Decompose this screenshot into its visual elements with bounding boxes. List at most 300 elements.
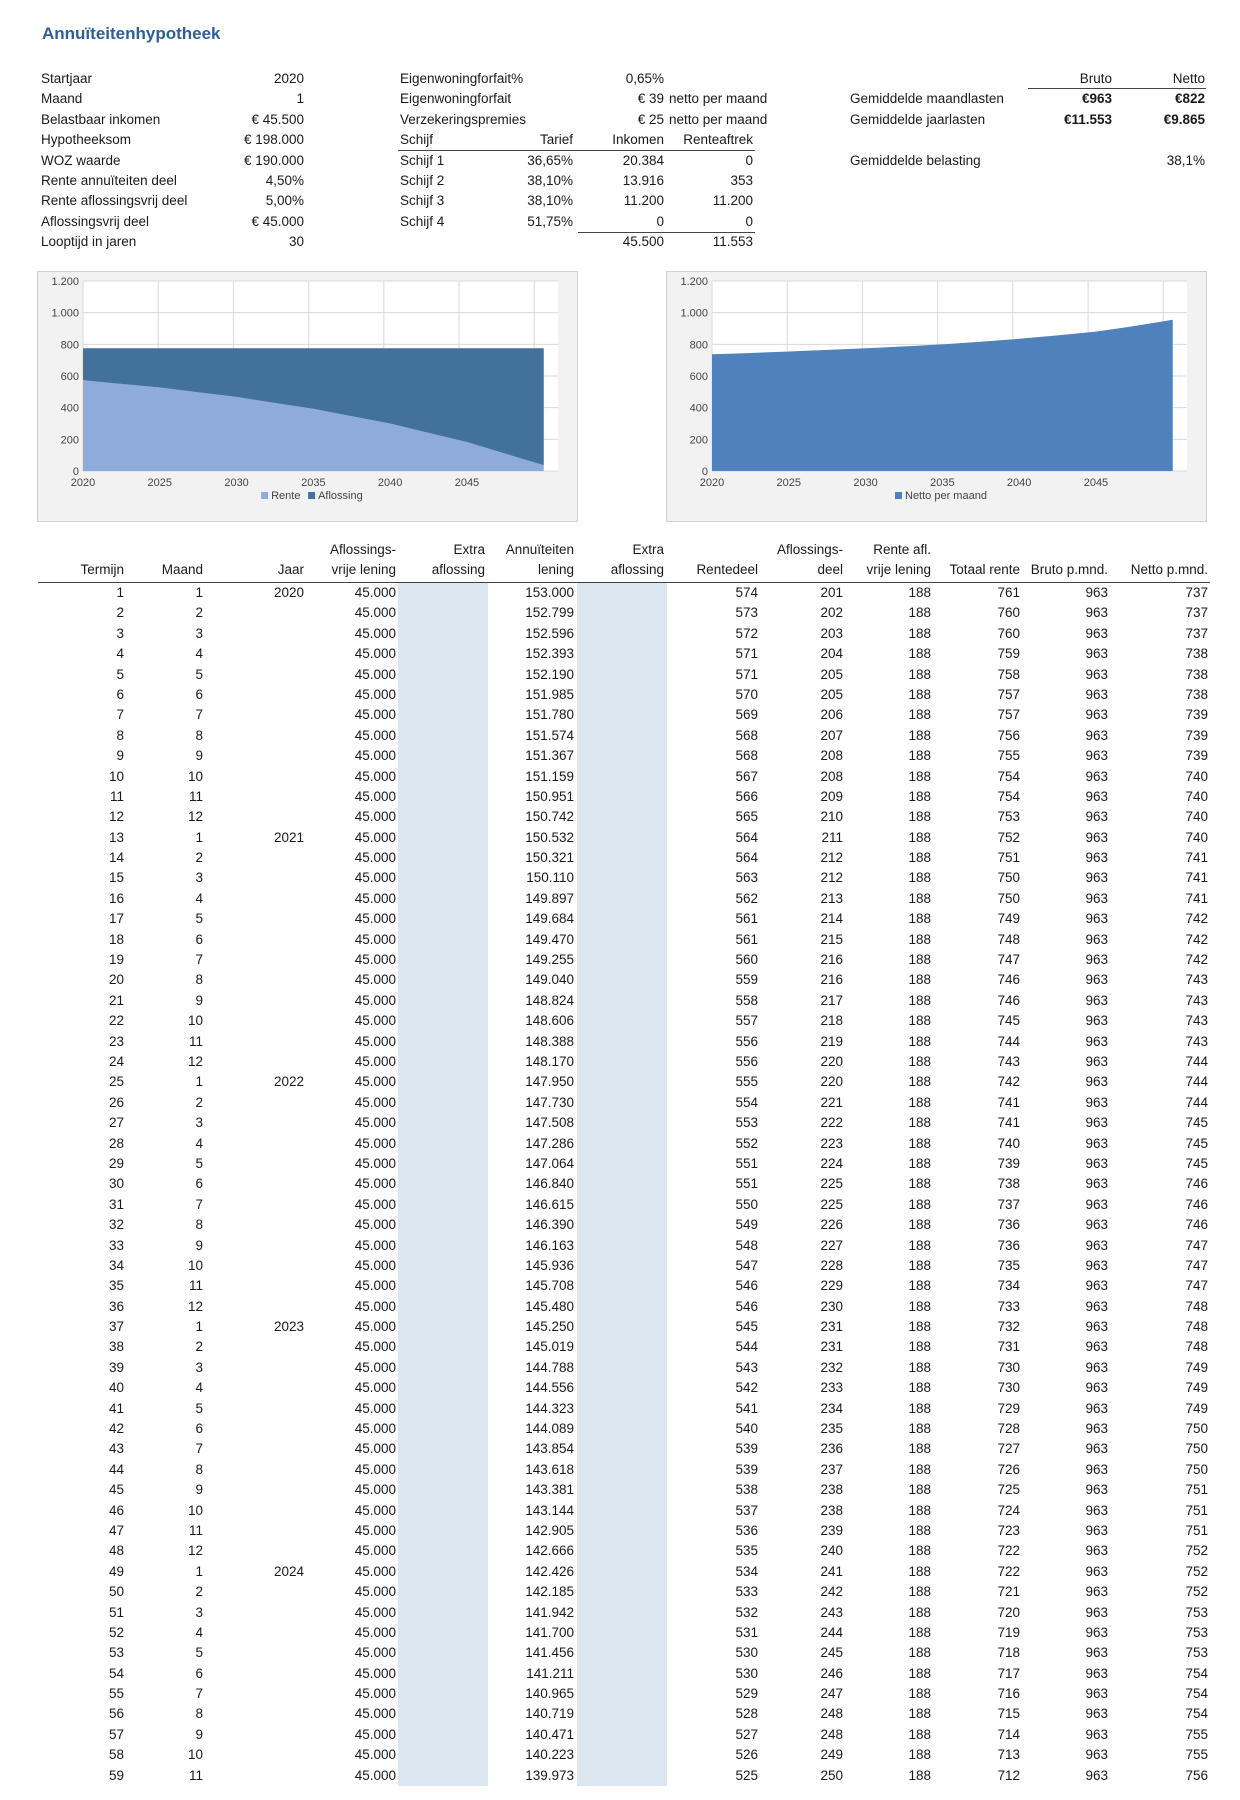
table-cell: 747 bbox=[1185, 1278, 1208, 1294]
table-cell: 45.000 bbox=[354, 911, 396, 927]
table-cell: 151.367 bbox=[525, 748, 574, 764]
table-cell: 188 bbox=[908, 1094, 931, 1110]
forfait-label: Eigenwoningforfait% bbox=[400, 71, 524, 86]
table-cell: 212 bbox=[820, 850, 843, 866]
table-cell: 45.000 bbox=[354, 605, 396, 621]
table-cell: 3 bbox=[116, 625, 124, 641]
table-cell: 566 bbox=[735, 788, 758, 804]
table-cell: 730 bbox=[997, 1359, 1020, 1375]
table-cell: 236 bbox=[820, 1441, 843, 1457]
table-cell: 45.000 bbox=[354, 768, 396, 784]
table-cell: 741 bbox=[1185, 870, 1208, 886]
table-cell: 963 bbox=[1085, 829, 1108, 845]
table-row bbox=[38, 1276, 1210, 1296]
table-cell: 751 bbox=[1185, 1502, 1208, 1518]
table-cell: 749 bbox=[1185, 1380, 1208, 1396]
table-cell: 48 bbox=[108, 1543, 124, 1559]
table-row bbox=[38, 1501, 1210, 1521]
table-cell: 150.110 bbox=[526, 870, 574, 886]
table-cell: 188 bbox=[908, 1074, 931, 1090]
summary-bruto-value: €963 bbox=[1081, 91, 1112, 107]
table-cell: 45.000 bbox=[354, 585, 396, 600]
table-cell: 750 bbox=[1185, 1441, 1208, 1457]
table-cell: 1 bbox=[195, 585, 203, 600]
table-row bbox=[38, 1521, 1210, 1541]
table-cell: 535 bbox=[735, 1543, 758, 1559]
table-cell: 141.942 bbox=[525, 1604, 574, 1620]
table-row bbox=[38, 726, 1210, 746]
table-cell: 963 bbox=[1085, 1400, 1108, 1416]
table-cell: 761 bbox=[997, 585, 1020, 600]
table-cell: 217 bbox=[820, 992, 843, 1008]
table-cell: 12 bbox=[187, 809, 203, 825]
table-cell: 963 bbox=[1085, 1502, 1108, 1518]
table-cell: 539 bbox=[735, 1441, 758, 1457]
table-cell: 734 bbox=[997, 1278, 1020, 1294]
table-cell: 963 bbox=[1085, 1319, 1108, 1335]
table-cell: 732 bbox=[997, 1319, 1020, 1335]
table-cell: 963 bbox=[1085, 1563, 1108, 1579]
schijf-name: Schijf 4 bbox=[400, 213, 445, 229]
table-cell: 963 bbox=[1085, 1604, 1108, 1620]
table-cell: 45.000 bbox=[354, 1298, 396, 1314]
table-cell: 188 bbox=[908, 1584, 931, 1600]
table-cell: 747 bbox=[1185, 1257, 1208, 1273]
table-cell: 963 bbox=[1085, 748, 1108, 764]
table-cell: 744 bbox=[997, 1033, 1020, 1049]
table-cell: 743 bbox=[1185, 972, 1208, 988]
table-cell: 233 bbox=[820, 1380, 843, 1396]
table-cell: 717 bbox=[997, 1665, 1020, 1681]
table-cell: 569 bbox=[735, 707, 758, 723]
table-cell: 241 bbox=[820, 1563, 843, 1579]
table-row bbox=[38, 1541, 1210, 1561]
table-cell: 963 bbox=[1085, 646, 1108, 662]
table-cell: 1 bbox=[195, 1563, 203, 1579]
table-row bbox=[38, 1134, 1210, 1154]
forfait-value: € 39 bbox=[637, 91, 664, 107]
table-row bbox=[38, 950, 1210, 970]
table-cell: 188 bbox=[908, 829, 931, 845]
table-cell: 754 bbox=[997, 768, 1020, 784]
table-cell: 188 bbox=[908, 605, 931, 621]
table-cell: 1 bbox=[195, 1074, 203, 1090]
table-row bbox=[38, 1032, 1210, 1052]
table-cell: 188 bbox=[908, 1502, 931, 1518]
column-header: Bruto p.mnd. bbox=[1030, 562, 1108, 577]
table-cell: 737 bbox=[1185, 585, 1208, 600]
table-cell: 45.000 bbox=[354, 1237, 396, 1253]
table-cell: 546 bbox=[735, 1298, 758, 1314]
schijf-renteaftrek: 0 bbox=[745, 152, 753, 168]
table-cell: 553 bbox=[735, 1115, 758, 1131]
table-cell: 738 bbox=[1185, 686, 1208, 702]
table-cell: 240 bbox=[820, 1543, 843, 1559]
table-cell: 963 bbox=[1085, 1074, 1108, 1090]
table-cell: 2021 bbox=[273, 829, 304, 845]
table-row bbox=[38, 1623, 1210, 1643]
table-cell: 225 bbox=[820, 1176, 843, 1192]
table-cell: 188 bbox=[908, 748, 931, 764]
table-cell: 543 bbox=[735, 1359, 758, 1375]
table-cell: 142.185 bbox=[525, 1584, 574, 1600]
legend-label: Rente bbox=[271, 490, 301, 502]
table-cell: 740 bbox=[1185, 809, 1208, 825]
table-cell: 140.719 bbox=[525, 1706, 574, 1722]
table-cell: 45.000 bbox=[354, 1339, 396, 1355]
table-cell: 143.618 bbox=[525, 1461, 574, 1477]
y-tick-label: 1.200 bbox=[51, 276, 79, 288]
table-cell: 188 bbox=[908, 768, 931, 784]
table-row bbox=[38, 1378, 1210, 1398]
table-cell: 10 bbox=[187, 1257, 203, 1273]
input-label: Looptijd in jaren bbox=[41, 234, 137, 250]
table-cell: 4 bbox=[195, 1624, 203, 1640]
table-cell: 559 bbox=[735, 972, 758, 988]
table-cell: 219 bbox=[820, 1033, 843, 1049]
table-cell: 32 bbox=[108, 1217, 124, 1233]
table-cell: 718 bbox=[997, 1645, 1020, 1661]
input-label: Belastbaar inkomen bbox=[41, 111, 161, 127]
table-cell: 58 bbox=[108, 1747, 124, 1763]
summary-belasting-value: 38,1% bbox=[1166, 152, 1205, 168]
input-value: 2020 bbox=[273, 71, 304, 86]
table-row bbox=[38, 1439, 1210, 1459]
table-cell: 525 bbox=[735, 1767, 758, 1783]
forfait-value: 0,65% bbox=[625, 71, 664, 86]
table-cell: 963 bbox=[1085, 727, 1108, 743]
table-cell: 242 bbox=[820, 1584, 843, 1600]
table-cell: 188 bbox=[908, 1176, 931, 1192]
table-cell: 212 bbox=[820, 870, 843, 886]
table-cell: 6 bbox=[195, 1421, 203, 1437]
x-tick-label: 2040 bbox=[1006, 477, 1032, 489]
table-cell: 963 bbox=[1085, 870, 1108, 886]
table-cell: 150.532 bbox=[525, 829, 574, 845]
table-cell: 45.000 bbox=[354, 646, 396, 662]
table-cell: 547 bbox=[735, 1257, 758, 1273]
table-cell: 145.250 bbox=[525, 1319, 574, 1335]
table-cell: 963 bbox=[1085, 1135, 1108, 1151]
table-row bbox=[38, 1174, 1210, 1194]
table-cell: 740 bbox=[1185, 829, 1208, 845]
table-row bbox=[38, 1419, 1210, 1439]
table-cell: 963 bbox=[1085, 686, 1108, 702]
table-cell: 963 bbox=[1085, 585, 1108, 600]
table-cell: 724 bbox=[997, 1502, 1020, 1518]
table-cell: 753 bbox=[997, 809, 1020, 825]
table-cell: 220 bbox=[820, 1053, 843, 1069]
table-cell: 140.965 bbox=[525, 1686, 574, 1702]
table-cell: 755 bbox=[1185, 1726, 1208, 1742]
table-cell: 737 bbox=[1185, 625, 1208, 641]
table-row bbox=[38, 1093, 1210, 1113]
x-tick-label: 2030 bbox=[224, 477, 249, 489]
input-value: € 45.000 bbox=[251, 213, 304, 229]
table-cell: 45.000 bbox=[354, 625, 396, 641]
table-cell: 963 bbox=[1085, 1522, 1108, 1538]
table-cell: 45.000 bbox=[354, 1645, 396, 1661]
table-cell: 3 bbox=[195, 1604, 203, 1620]
table-cell: 152.393 bbox=[525, 646, 574, 662]
column-header-line1: Rente afl. bbox=[873, 542, 931, 557]
table-cell: 143.854 bbox=[525, 1441, 574, 1457]
table-row bbox=[38, 807, 1210, 827]
table-cell: 151.574 bbox=[525, 727, 574, 743]
x-tick-label: 2040 bbox=[377, 477, 403, 489]
table-cell: 45.000 bbox=[354, 1135, 396, 1151]
table-cell: 188 bbox=[908, 707, 931, 723]
table-cell: 143.381 bbox=[525, 1482, 574, 1498]
table-cell: 207 bbox=[820, 727, 843, 743]
table-cell: 963 bbox=[1085, 1686, 1108, 1702]
table-cell: 526 bbox=[735, 1747, 758, 1763]
table-cell: 528 bbox=[735, 1706, 758, 1722]
x-tick-label: 2045 bbox=[454, 477, 480, 489]
table-cell: 45.000 bbox=[354, 1094, 396, 1110]
table-cell: 188 bbox=[908, 1013, 931, 1029]
table-cell: 12 bbox=[187, 1053, 203, 1069]
table-cell: 45.000 bbox=[354, 1747, 396, 1763]
table-cell: 27 bbox=[108, 1115, 124, 1131]
table-cell: 45.000 bbox=[354, 1278, 396, 1294]
table-cell: 563 bbox=[735, 870, 758, 886]
table-cell: 963 bbox=[1085, 1767, 1108, 1783]
table-cell: 39 bbox=[108, 1359, 124, 1375]
table-cell: 19 bbox=[108, 952, 124, 968]
table-cell: 244 bbox=[820, 1624, 843, 1640]
table-cell: 740 bbox=[997, 1135, 1020, 1151]
table-cell: 740 bbox=[1185, 788, 1208, 804]
table-cell: 188 bbox=[908, 1196, 931, 1212]
table-row bbox=[38, 1664, 1210, 1684]
table-row bbox=[38, 1704, 1210, 1724]
forfait-note: netto per maand bbox=[669, 91, 768, 107]
table-cell: 208 bbox=[820, 748, 843, 764]
table-cell: 533 bbox=[735, 1584, 758, 1600]
x-tick-label: 2035 bbox=[930, 477, 955, 489]
schijf-name: Schijf 2 bbox=[400, 173, 445, 188]
table-cell: 963 bbox=[1085, 911, 1108, 927]
table-cell: 546 bbox=[735, 1278, 758, 1294]
chart-netto-per-maand bbox=[666, 271, 1207, 522]
table-cell: 45.000 bbox=[354, 686, 396, 702]
table-cell: 222 bbox=[820, 1115, 843, 1131]
schijf-inkomen: 0 bbox=[656, 213, 664, 229]
table-cell: 18 bbox=[108, 931, 124, 947]
table-cell: 188 bbox=[908, 931, 931, 947]
table-cell: 752 bbox=[1185, 1543, 1208, 1559]
column-header-line1: Aflossings- bbox=[329, 542, 396, 557]
table-cell: 12 bbox=[187, 1298, 203, 1314]
table-cell: 751 bbox=[997, 850, 1020, 866]
table-cell: 188 bbox=[908, 1217, 931, 1233]
forfait-value: € 25 bbox=[637, 111, 664, 127]
table-cell: 150.321 bbox=[525, 850, 574, 866]
table-cell: 9 bbox=[195, 748, 203, 764]
table-cell: 749 bbox=[1185, 1359, 1208, 1375]
table-cell: 6 bbox=[195, 1176, 203, 1192]
table-cell: 1 bbox=[116, 585, 124, 600]
table-cell: 238 bbox=[820, 1502, 843, 1518]
table-cell: 529 bbox=[735, 1686, 758, 1702]
table-cell: 7 bbox=[195, 707, 203, 723]
table-cell: 557 bbox=[735, 1013, 758, 1029]
table-cell: 5 bbox=[116, 666, 124, 682]
table-cell: 757 bbox=[997, 707, 1020, 723]
table-cell: 149.040 bbox=[525, 972, 574, 988]
table-cell: 231 bbox=[820, 1319, 843, 1335]
chart-rente-aflossing-svg bbox=[38, 272, 577, 521]
table-cell: 754 bbox=[1185, 1665, 1208, 1681]
table-cell: 963 bbox=[1085, 1278, 1108, 1294]
summary-bruto-header: Bruto bbox=[1079, 71, 1112, 86]
table-cell: 742 bbox=[1185, 931, 1208, 947]
table-cell: 36 bbox=[108, 1298, 124, 1314]
table-cell: 713 bbox=[997, 1747, 1020, 1763]
table-cell: 188 bbox=[908, 646, 931, 662]
table-cell: 738 bbox=[1185, 646, 1208, 662]
table-row bbox=[38, 603, 1210, 623]
table-cell: 16 bbox=[108, 890, 124, 906]
table-cell: 188 bbox=[908, 1339, 931, 1355]
table-cell: 5 bbox=[195, 666, 203, 682]
input-label: WOZ waarde bbox=[41, 152, 121, 168]
table-cell: 532 bbox=[735, 1604, 758, 1620]
table-row bbox=[38, 848, 1210, 868]
table-cell: 8 bbox=[195, 1461, 203, 1477]
table-cell: 188 bbox=[908, 625, 931, 641]
table-cell: 144.089 bbox=[525, 1421, 574, 1437]
table-cell: 149.470 bbox=[525, 931, 574, 947]
table-cell: 741 bbox=[1185, 890, 1208, 906]
chart-rente-aflossing bbox=[37, 271, 578, 522]
table-row bbox=[38, 828, 1210, 848]
table-row bbox=[38, 1399, 1210, 1419]
table-cell: 741 bbox=[997, 1094, 1020, 1110]
table-cell: 753 bbox=[1185, 1624, 1208, 1640]
table-row bbox=[38, 868, 1210, 888]
table-cell: 147.286 bbox=[525, 1135, 574, 1151]
table-cell: 152.596 bbox=[525, 625, 574, 641]
table-cell: 188 bbox=[908, 972, 931, 988]
table-cell: 146.390 bbox=[525, 1217, 574, 1233]
table-cell: 963 bbox=[1085, 1665, 1108, 1681]
table-cell: 8 bbox=[195, 1217, 203, 1233]
table-cell: 742 bbox=[1185, 952, 1208, 968]
table-row bbox=[38, 746, 1210, 766]
table-cell: 188 bbox=[908, 727, 931, 743]
y-tick-label: 600 bbox=[689, 371, 708, 383]
input-label: Rente aflossingsvrij deel bbox=[41, 193, 188, 209]
x-tick-label: 2035 bbox=[301, 477, 326, 489]
table-cell: 963 bbox=[1085, 1013, 1108, 1029]
table-cell: 745 bbox=[1185, 1135, 1208, 1151]
table-cell: 714 bbox=[997, 1726, 1020, 1742]
schijf-inkomen: 13.916 bbox=[622, 173, 664, 188]
schijf-renteaftrek: 0 bbox=[745, 213, 753, 229]
y-tick-label: 400 bbox=[689, 402, 708, 415]
table-cell: 725 bbox=[997, 1482, 1020, 1498]
table-row bbox=[38, 1236, 1210, 1256]
table-cell: 6 bbox=[116, 686, 124, 702]
table-cell: 149.684 bbox=[525, 911, 574, 927]
legend-label: Netto per maand bbox=[905, 490, 987, 502]
table-cell: 963 bbox=[1085, 605, 1108, 621]
table-cell: 552 bbox=[735, 1135, 758, 1151]
table-cell: 963 bbox=[1085, 952, 1108, 968]
table-cell: 736 bbox=[997, 1217, 1020, 1233]
table-cell: 721 bbox=[997, 1584, 1020, 1600]
table-cell: 555 bbox=[735, 1074, 758, 1090]
table-cell: 45.000 bbox=[354, 748, 396, 764]
table-cell: 963 bbox=[1085, 1196, 1108, 1212]
table-cell: 4 bbox=[195, 890, 203, 906]
table-cell: 188 bbox=[908, 911, 931, 927]
table-cell: 739 bbox=[1185, 727, 1208, 743]
table-cell: 188 bbox=[908, 1257, 931, 1273]
table-cell: 2 bbox=[195, 1339, 203, 1355]
table-cell: 9 bbox=[116, 748, 124, 764]
table-cell: 5 bbox=[195, 1645, 203, 1661]
table-cell: 188 bbox=[908, 1298, 931, 1314]
table-cell: 571 bbox=[735, 666, 758, 682]
table-cell: 52 bbox=[108, 1624, 124, 1640]
table-cell: 548 bbox=[735, 1237, 758, 1253]
table-cell: 147.730 bbox=[525, 1094, 574, 1110]
table-cell: 149.255 bbox=[525, 952, 574, 968]
table-cell: 963 bbox=[1085, 931, 1108, 947]
schijf-header-label: Schijf bbox=[400, 132, 434, 148]
table-cell: 144.788 bbox=[525, 1359, 574, 1375]
table-cell: 35 bbox=[108, 1278, 124, 1294]
table-cell: 963 bbox=[1085, 1584, 1108, 1600]
table-row bbox=[38, 1011, 1210, 1031]
table-row bbox=[38, 1562, 1210, 1582]
table-header bbox=[38, 538, 1210, 583]
input-label: Hypotheeksom bbox=[41, 132, 132, 148]
column-header: Netto p.mnd. bbox=[1130, 562, 1208, 577]
table-cell: 205 bbox=[820, 666, 843, 682]
table-cell: 225 bbox=[820, 1196, 843, 1212]
table-cell: 8 bbox=[195, 727, 203, 743]
table-cell: 963 bbox=[1085, 1747, 1108, 1763]
table-cell: 750 bbox=[1185, 1421, 1208, 1437]
table-cell: 8 bbox=[195, 1706, 203, 1722]
table-cell: 3 bbox=[195, 625, 203, 641]
table-cell: 45.000 bbox=[354, 1584, 396, 1600]
table-cell: 45.000 bbox=[354, 809, 396, 825]
forfait-label: Eigenwoningforfait bbox=[400, 91, 512, 107]
table-cell: 24 bbox=[108, 1053, 124, 1069]
table-cell: 46 bbox=[108, 1502, 124, 1518]
table-cell: 59 bbox=[108, 1767, 124, 1783]
table-cell: 45.000 bbox=[354, 1013, 396, 1029]
table-cell: 141.211 bbox=[526, 1665, 574, 1681]
table-cell: 2 bbox=[195, 1584, 203, 1600]
table-cell: 760 bbox=[997, 605, 1020, 621]
table-cell: 10 bbox=[187, 768, 203, 784]
table-cell: 746 bbox=[1185, 1176, 1208, 1192]
table-cell: 739 bbox=[1185, 748, 1208, 764]
table-cell: 746 bbox=[997, 992, 1020, 1008]
table-row bbox=[38, 705, 1210, 725]
table-cell: 6 bbox=[195, 1665, 203, 1681]
table-cell: 14 bbox=[108, 850, 124, 866]
column-header-line1: Aflossings- bbox=[776, 542, 843, 557]
column-header-line1: Extra bbox=[453, 542, 485, 557]
table-cell: 556 bbox=[735, 1053, 758, 1069]
